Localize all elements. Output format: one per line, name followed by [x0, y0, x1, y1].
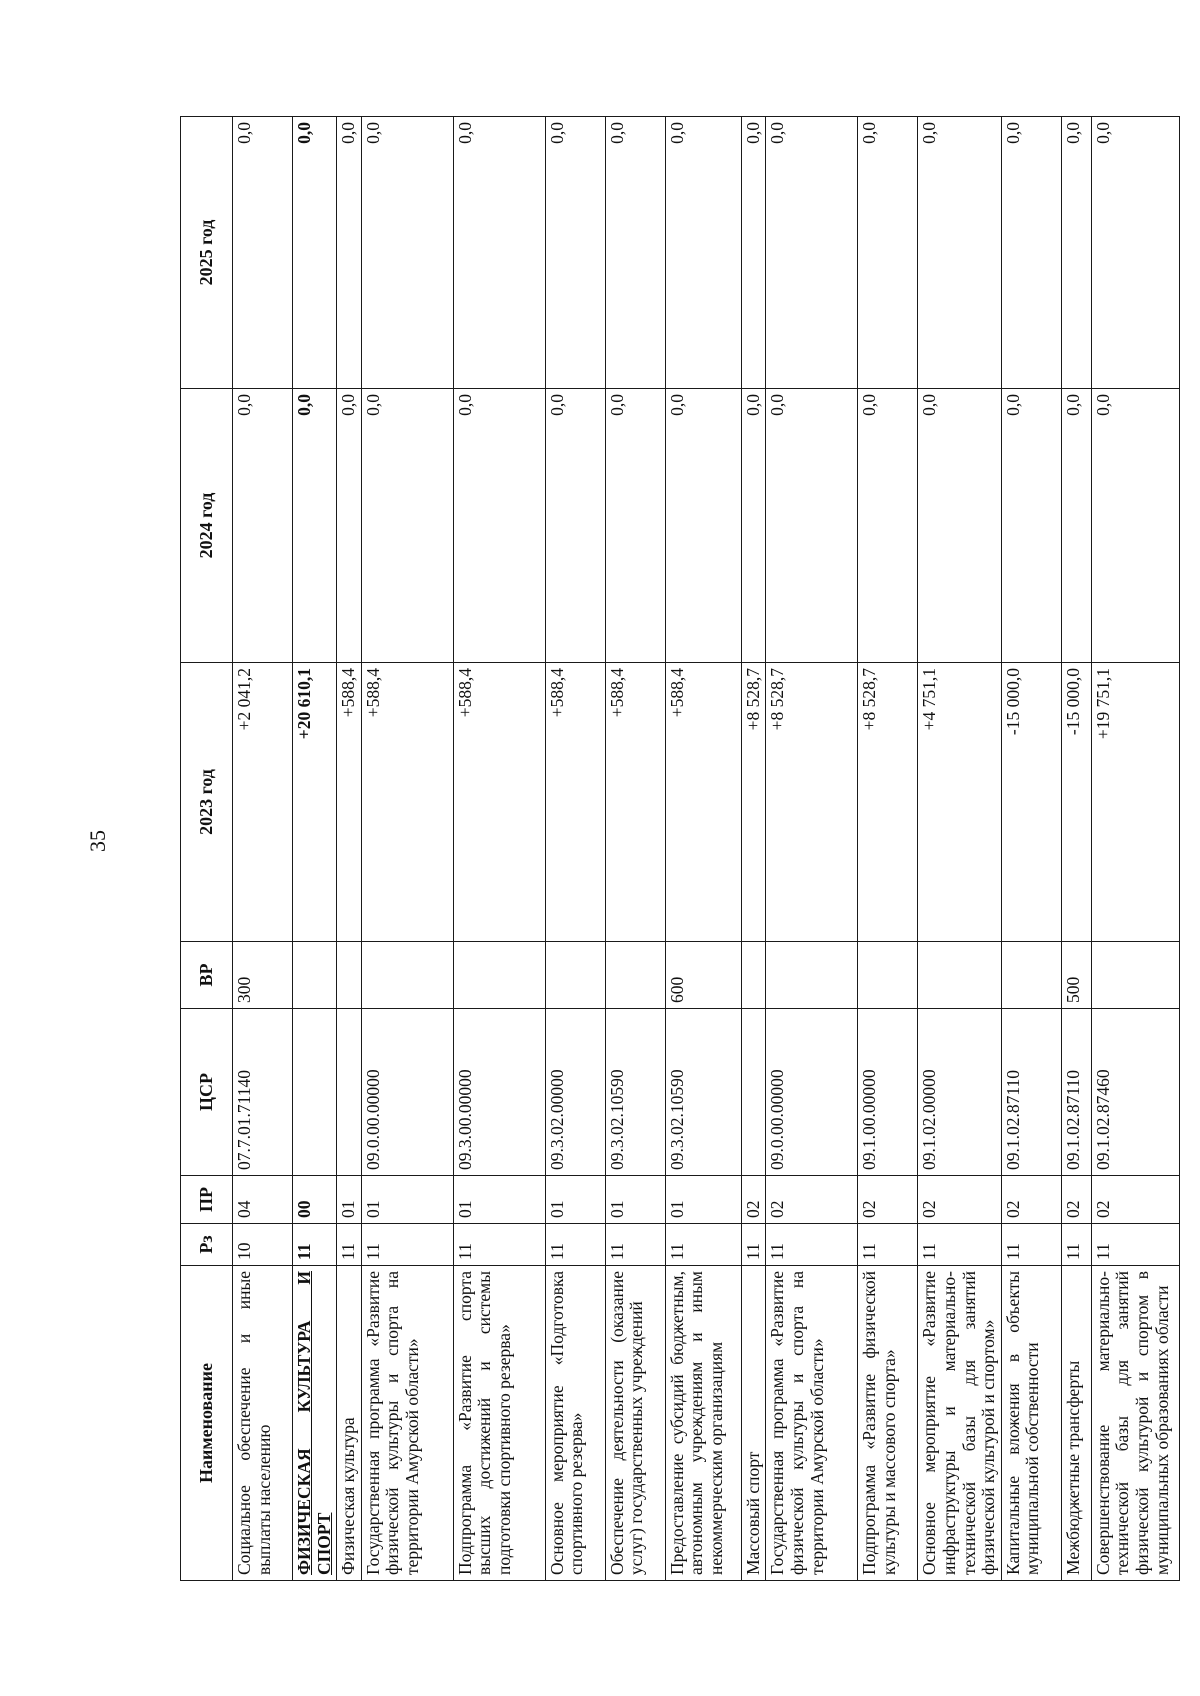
cell-y2025: 0,0 — [361, 117, 453, 389]
table-row — [1061, 117, 1091, 1581]
cell-y2025: 0,0 — [453, 117, 545, 389]
cell-y2025: 0,0 — [605, 117, 665, 389]
cell-pr: 04 — [233, 1176, 293, 1224]
cell-rz: 11 — [361, 1224, 453, 1266]
cell-vr — [1091, 942, 1179, 1009]
cell-csr: 09.1.02.00000 — [918, 1009, 1001, 1176]
table-row — [233, 117, 293, 1581]
cell-y2023: +588,4 — [605, 663, 665, 942]
cell-csr — [337, 1009, 362, 1176]
cell-y2023: +8 528,7 — [858, 663, 918, 942]
cell-y2024: 0,0 — [665, 389, 741, 663]
cell-csr: 09.3.02.10590 — [605, 1009, 665, 1176]
cell-pr: 01 — [665, 1176, 741, 1224]
cell-rz: 11 — [665, 1224, 741, 1266]
cell-rz: 10 — [233, 1224, 293, 1266]
cell-vr — [361, 942, 453, 1009]
cell-rz: 11 — [545, 1224, 605, 1266]
cell-pr: 01 — [605, 1176, 665, 1224]
cell-rz: 11 — [741, 1224, 766, 1266]
header-2024: 2024 год — [181, 389, 233, 663]
cell-vr — [1001, 942, 1061, 1009]
cell-rz: 11 — [1061, 1224, 1091, 1266]
cell-name: Социальное обеспечение и иные выплаты населению — [233, 1266, 293, 1581]
cell-y2025: 0,0 — [766, 117, 858, 389]
cell-rz: 11 — [293, 1224, 337, 1266]
cell-y2023: -15 000,0 — [1001, 663, 1061, 942]
cell-y2024: 0,0 — [361, 389, 453, 663]
cell-y2023: +588,4 — [665, 663, 741, 942]
cell-rz: 11 — [918, 1224, 1001, 1266]
cell-name: Предоставление субсидий бюджетным, автономным учреждениям и иным некоммерческим организациям — [665, 1266, 741, 1581]
table-row — [453, 117, 545, 1581]
cell-vr — [293, 942, 337, 1009]
cell-y2025: 0,0 — [1061, 117, 1091, 389]
cell-name: Основное мероприятие «Подготовка спортивного резерва» — [545, 1266, 605, 1581]
cell-vr: 500 — [1061, 942, 1091, 1009]
cell-csr: 09.3.02.00000 — [545, 1009, 605, 1176]
cell-vr — [545, 942, 605, 1009]
cell-y2024: 0,0 — [453, 389, 545, 663]
cell-y2025: 0,0 — [293, 117, 337, 389]
header-vr: ВР — [181, 942, 233, 1009]
table-row — [665, 117, 741, 1581]
cell-csr — [741, 1009, 766, 1176]
cell-rz: 11 — [605, 1224, 665, 1266]
header-2023: 2023 год — [181, 663, 233, 942]
cell-pr: 00 — [293, 1176, 337, 1224]
cell-y2024: 0,0 — [1091, 389, 1179, 663]
cell-pr: 01 — [361, 1176, 453, 1224]
header-row — [181, 117, 233, 1581]
cell-csr: 09.1.00.00000 — [858, 1009, 918, 1176]
cell-vr — [337, 942, 362, 1009]
cell-y2025: 0,0 — [665, 117, 741, 389]
cell-pr: 02 — [918, 1176, 1001, 1224]
cell-y2024: 0,0 — [741, 389, 766, 663]
cell-y2024: 0,0 — [1061, 389, 1091, 663]
cell-rz: 11 — [1091, 1224, 1179, 1266]
cell-y2023: -15 000,0 — [1061, 663, 1091, 942]
cell-pr: 02 — [858, 1176, 918, 1224]
cell-pr: 02 — [766, 1176, 858, 1224]
cell-pr: 02 — [1061, 1176, 1091, 1224]
cell-y2024: 0,0 — [233, 389, 293, 663]
header-csr: ЦСР — [181, 1009, 233, 1176]
table-row — [918, 117, 1001, 1581]
cell-name: Физическая культура — [337, 1266, 362, 1581]
cell-pr: 02 — [1091, 1176, 1179, 1224]
cell-y2025: 0,0 — [545, 117, 605, 389]
cell-y2023: +20 610,1 — [293, 663, 337, 942]
cell-y2024: 0,0 — [293, 389, 337, 663]
cell-vr — [858, 942, 918, 1009]
cell-name: Массовый спорт — [741, 1266, 766, 1581]
cell-pr: 01 — [545, 1176, 605, 1224]
cell-name: Обеспечение деятельности (оказание услуг) государственных учреждений — [605, 1266, 665, 1581]
cell-name: Государственная программа «Развитие физической культуры и спорта на территории Амурской области» — [361, 1266, 453, 1581]
cell-name: Совершенствование материально-технической базы для занятий физической культурой и спортом в муниципальных образованиях области — [1091, 1266, 1179, 1581]
cell-rz: 11 — [766, 1224, 858, 1266]
cell-vr: 300 — [233, 942, 293, 1009]
cell-y2025: 0,0 — [233, 117, 293, 389]
cell-vr — [741, 942, 766, 1009]
budget-table — [180, 116, 1180, 1581]
cell-y2024: 0,0 — [545, 389, 605, 663]
cell-rz: 11 — [1001, 1224, 1061, 1266]
cell-y2025: 0,0 — [337, 117, 362, 389]
cell-vr — [766, 942, 858, 1009]
cell-y2024: 0,0 — [337, 389, 362, 663]
cell-csr: 09.3.00.00000 — [453, 1009, 545, 1176]
cell-y2024: 0,0 — [918, 389, 1001, 663]
cell-pr: 02 — [1001, 1176, 1061, 1224]
cell-vr — [453, 942, 545, 1009]
cell-y2024: 0,0 — [766, 389, 858, 663]
cell-y2025: 0,0 — [918, 117, 1001, 389]
cell-csr: 09.1.02.87460 — [1091, 1009, 1179, 1176]
table-row — [545, 117, 605, 1581]
table-row — [766, 117, 858, 1581]
cell-name: Подпрограмма «Развитие спорта высших достижений и системы подготовки спортивного резерва» — [453, 1266, 545, 1581]
cell-y2025: 0,0 — [741, 117, 766, 389]
cell-csr: 09.3.02.10590 — [665, 1009, 741, 1176]
cell-csr — [293, 1009, 337, 1176]
cell-vr — [605, 942, 665, 1009]
cell-y2023: +8 528,7 — [741, 663, 766, 942]
cell-csr: 09.1.02.87110 — [1061, 1009, 1091, 1176]
cell-rz: 11 — [337, 1224, 362, 1266]
header-pr: ПР — [181, 1176, 233, 1224]
cell-rz: 11 — [858, 1224, 918, 1266]
header-2025: 2025 год — [181, 117, 233, 389]
table-row — [1091, 117, 1179, 1581]
cell-y2025: 0,0 — [1001, 117, 1061, 389]
table-row — [293, 117, 337, 1581]
cell-name: Основное мероприятие «Развитие инфраструктуры и материально-технической базы для занятий физической культурой и спортом» — [918, 1266, 1001, 1581]
rotated-table-wrapper — [180, 117, 1172, 1581]
table-row — [361, 117, 453, 1581]
cell-y2024: 0,0 — [605, 389, 665, 663]
cell-y2023: +8 528,7 — [766, 663, 858, 942]
table-row — [1001, 117, 1061, 1581]
cell-y2024: 0,0 — [1001, 389, 1061, 663]
header-name: Наименование — [181, 1266, 233, 1581]
table-row — [858, 117, 918, 1581]
cell-pr: 01 — [453, 1176, 545, 1224]
header-rz: Рз — [181, 1224, 233, 1266]
cell-y2023: +19 751,1 — [1091, 663, 1179, 942]
cell-y2023: +4 751,1 — [918, 663, 1001, 942]
cell-name: Капитальные вложения в объекты муниципальной собственности — [1001, 1266, 1061, 1581]
cell-y2023: +588,4 — [545, 663, 605, 942]
cell-name: Подпрограмма «Развитие физической культуры и массового спорта» — [858, 1266, 918, 1581]
cell-name: Государственная программа «Развитие физической культуры и спорта на территории Амурской области» — [766, 1266, 858, 1581]
table-row — [337, 117, 362, 1581]
table-row — [741, 117, 766, 1581]
cell-csr: 07.7.01.71140 — [233, 1009, 293, 1176]
cell-rz: 11 — [453, 1224, 545, 1266]
page-number: 35 — [85, 830, 110, 852]
cell-y2023: +588,4 — [337, 663, 362, 942]
cell-pr: 01 — [337, 1176, 362, 1224]
cell-y2025: 0,0 — [858, 117, 918, 389]
cell-csr: 09.1.02.87110 — [1001, 1009, 1061, 1176]
cell-vr — [918, 942, 1001, 1009]
cell-y2023: +588,4 — [453, 663, 545, 942]
cell-name: Межбюджетные трансферты — [1061, 1266, 1091, 1581]
cell-pr: 02 — [741, 1176, 766, 1224]
cell-y2025: 0,0 — [1091, 117, 1179, 389]
cell-y2024: 0,0 — [858, 389, 918, 663]
cell-vr: 600 — [665, 942, 741, 1009]
cell-name: ФИЗИЧЕСКАЯ КУЛЬТУРА И СПОРТ — [293, 1266, 337, 1581]
table-row — [605, 117, 665, 1581]
cell-y2023: +588,4 — [361, 663, 453, 942]
cell-y2023: +2 041,2 — [233, 663, 293, 942]
cell-csr: 09.0.00.00000 — [361, 1009, 453, 1176]
cell-csr: 09.0.00.00000 — [766, 1009, 858, 1176]
